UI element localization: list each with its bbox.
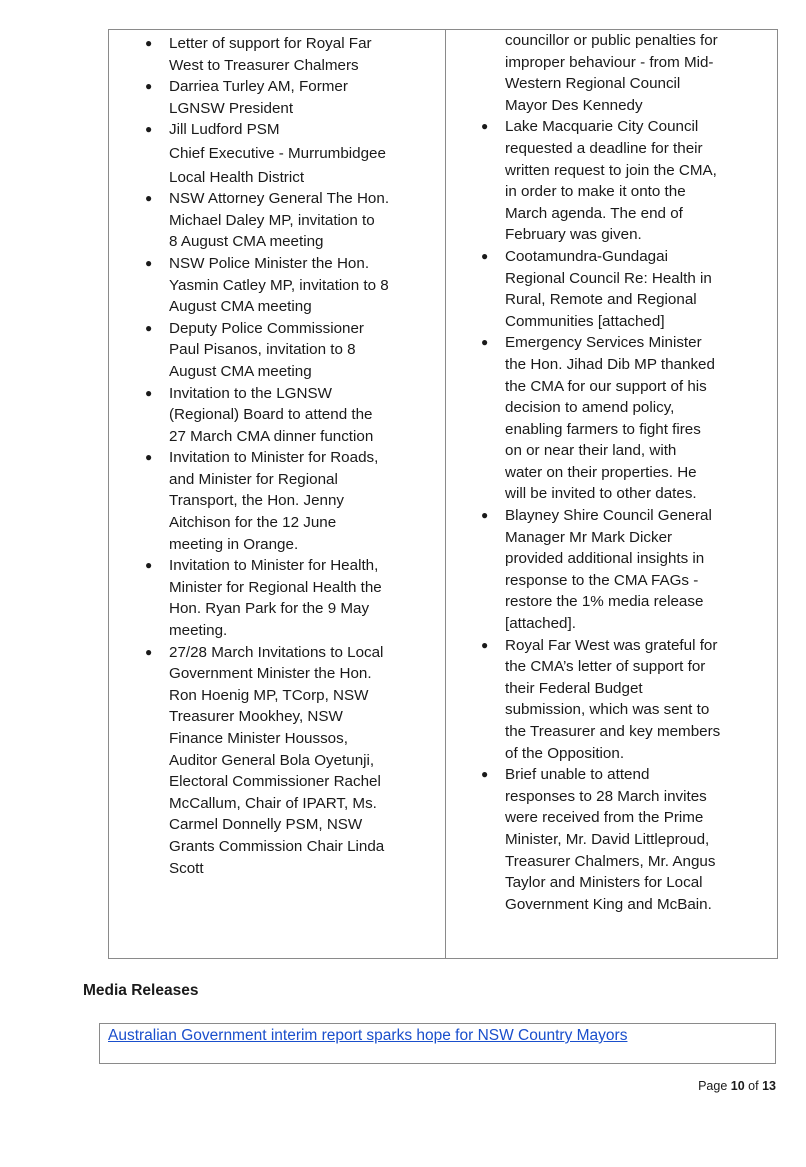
list-item-line: Blayney Shire Council General (505, 507, 712, 525)
continuation-line: improper behaviour - from Mid- (505, 53, 714, 71)
bullet-icon: ● (145, 79, 153, 94)
list-item-line: Royal Far West was grateful for (505, 636, 718, 654)
list-item (145, 119, 419, 188)
continuation-line: Western Regional Council (505, 75, 681, 93)
list-item-line: Hon. Ryan Park for the 9 May (169, 600, 370, 618)
left-column-list (145, 33, 419, 879)
list-item-line: the Treasurer and key members (505, 723, 721, 740)
list-item-line: August CMA meeting (169, 362, 312, 380)
bullet-icon: ● (145, 122, 153, 137)
page-total: 13 (762, 1079, 776, 1093)
list-item (145, 383, 419, 448)
list-item (145, 253, 419, 318)
list-item (481, 246, 745, 332)
list-item-line: Transport, the Hon. Jenny (169, 492, 345, 510)
bullet-icon: ● (481, 335, 489, 350)
list-item-line: the Hon. Jihad Dib MP thanked (505, 355, 715, 373)
list-item-line: McCallum, Chair of IPART, Ms. (169, 794, 377, 812)
list-item-line: Aitchison for the 12 June (169, 514, 337, 532)
list-item-line: Lake Macquarie City Council (505, 118, 699, 136)
bullet-icon: ● (145, 320, 153, 335)
bullet-icon: ● (481, 767, 489, 782)
list-item-line: water on their properties. He (505, 463, 697, 481)
list-item (481, 635, 745, 765)
list-item-line: NSW Police Minister the Hon. (169, 254, 370, 272)
bullet-icon: ● (145, 191, 153, 206)
list-item-line: Taylor and Ministers for Local (505, 874, 703, 892)
list-item-line: August CMA meeting (169, 298, 312, 316)
list-item-line: meeting in Orange. (169, 535, 299, 553)
continuation-line: Mayor Des Kennedy (505, 96, 643, 114)
list-item-line: on or near their land, with (505, 442, 677, 460)
list-item-line: Rural, Remote and Regional (505, 291, 697, 309)
list-item-line: West to Treasurer Chalmers (169, 56, 359, 74)
list-item-line: Jill Ludford PSM (169, 121, 280, 139)
list-item-line: and Minister for Regional (169, 470, 338, 488)
list-item-line: written request to join the CMA, (505, 161, 717, 179)
list-item-line: Brief unable to attend (505, 766, 650, 784)
list-item (481, 764, 745, 915)
list-item-line: Invitation to Minister for Health, (169, 557, 379, 575)
bullet-icon: ● (481, 119, 489, 134)
list-item-line: Emergency Services Minister (505, 334, 702, 352)
list-item-line: will be invited to other dates. (505, 485, 697, 503)
list-item-line: LGNSW President (169, 99, 294, 117)
list-item (481, 505, 745, 635)
list-item (145, 188, 419, 253)
list-item-line: 27 March CMA dinner function (169, 427, 374, 445)
list-item-line: Invitation to the LGNSW (169, 384, 332, 402)
list-item-line: February was given. (505, 226, 642, 244)
list-item-line: Darriea Turley AM, Former (169, 78, 348, 96)
list-item-line: Finance Minister Houssos, (169, 730, 348, 747)
list-item-line: Treasurer Mookhey, NSW (169, 708, 343, 726)
list-item (145, 318, 419, 383)
list-item-line: Minister, Mr. David Littleproud, (505, 830, 710, 848)
list-item-line: provided additional insights in (505, 550, 705, 568)
list-item-line: Paul Pisanos, invitation to 8 (169, 341, 356, 359)
bullet-icon: ● (145, 644, 153, 659)
list-item-line: Deputy Police Commissioner (169, 319, 364, 337)
list-item-line: their Federal Budget (505, 679, 643, 697)
list-item-line: NSW Attorney General The Hon. (169, 190, 390, 208)
right-column-list (481, 30, 745, 915)
list-item (145, 642, 419, 880)
list-item-line: Carmel Donnelly PSM, NSW (169, 816, 363, 834)
list-item-line: Letter of support for Royal Far (169, 35, 372, 52)
bullet-icon: ● (145, 255, 153, 270)
list-item-line: Scott (169, 859, 204, 877)
list-item-line: Cootamundra-Gundagai (505, 247, 668, 265)
list-item-line: responses to 28 March invites (505, 787, 707, 805)
list-item-line: of the Opposition. (505, 744, 625, 762)
list-item-line: Auditor General Bola Oyetunji, (169, 751, 375, 769)
list-item-line: Yasmin Catley MP, invitation to 8 (169, 276, 389, 294)
list-item-line: the CMA’s letter of support for (505, 658, 706, 676)
list-item (145, 33, 419, 76)
media-releases-heading: Media Releases (83, 982, 199, 999)
list-item-line: [attached]. (505, 615, 576, 633)
list-item-line: Local Health District (169, 168, 305, 186)
list-item-line: meeting. (169, 622, 228, 640)
page-number (698, 1079, 776, 1093)
bullet-icon: ● (481, 637, 489, 652)
list-item-line: Minister for Regional Health the (169, 578, 382, 596)
list-item-line: restore the 1% media release (505, 593, 704, 611)
page-label: Page (698, 1079, 728, 1093)
list-item-line: Regional Council Re: Health in (505, 269, 712, 287)
list-item-line: Invitation to Minister for Roads, (169, 449, 379, 467)
list-item-line: Treasurer Chalmers, Mr. Angus (505, 852, 716, 870)
list-item (145, 555, 419, 641)
continuation-line: councillor or public penalties for (505, 32, 718, 49)
list-item-line: Electoral Commissioner Rachel (169, 773, 381, 791)
list-item-line: Communities [attached] (505, 312, 665, 330)
list-item (145, 76, 419, 119)
bullet-icon: ● (481, 248, 489, 263)
bullet-icon: ● (145, 558, 153, 573)
list-item-line: Grants Commission Chair Linda (169, 837, 385, 855)
list-item-line: March agenda. The end of (505, 204, 683, 222)
list-item-line: submission, which was sent to (505, 701, 710, 719)
list-item (481, 116, 745, 246)
list-item-line: Manager Mr Mark Dicker (505, 528, 673, 546)
list-item-line: enabling farmers to fight fires (505, 420, 701, 438)
right-column-continuation (505, 30, 745, 116)
list-item-line: (Regional) Board to attend the (169, 406, 373, 424)
list-item-line: in order to make it onto the (505, 183, 686, 201)
list-item-line: Chief Executive - Murrumbidgee (169, 144, 386, 162)
agenda-table (108, 29, 778, 959)
bullet-icon: ● (145, 385, 153, 400)
bullet-icon: ● (481, 508, 489, 523)
list-item-line: Government Minister the Hon. (169, 665, 372, 683)
bullet-icon: ● (145, 36, 153, 50)
page-of-label: of (748, 1079, 759, 1093)
list-item (481, 332, 745, 505)
page-current: 10 (730, 1079, 745, 1093)
list-item-line: Michael Daley MP, invitation to (169, 211, 375, 229)
list-item-line: 8 August CMA meeting (169, 233, 324, 251)
list-item-line: Ron Hoenig MP, TCorp, NSW (169, 686, 369, 704)
list-item-line: decision to amend policy, (505, 399, 675, 417)
media-release-link[interactable]: Australian Government interim report sparks hope for NSW Country Mayors (108, 1027, 628, 1044)
list-item-line: were received from the Prime (505, 809, 704, 827)
list-item-line: requested a deadline for their (505, 139, 703, 157)
list-item-line: 27/28 March Invitations to Local (169, 643, 384, 661)
list-item-line: response to the CMA FAGs - (505, 571, 699, 589)
media-release-box (99, 1023, 776, 1064)
list-item-line: the CMA for our support of his (505, 377, 707, 395)
bullet-icon: ● (145, 450, 153, 465)
column-divider (445, 30, 446, 958)
list-item-line: Government King and McBain. (505, 895, 712, 913)
list-item (145, 447, 419, 555)
